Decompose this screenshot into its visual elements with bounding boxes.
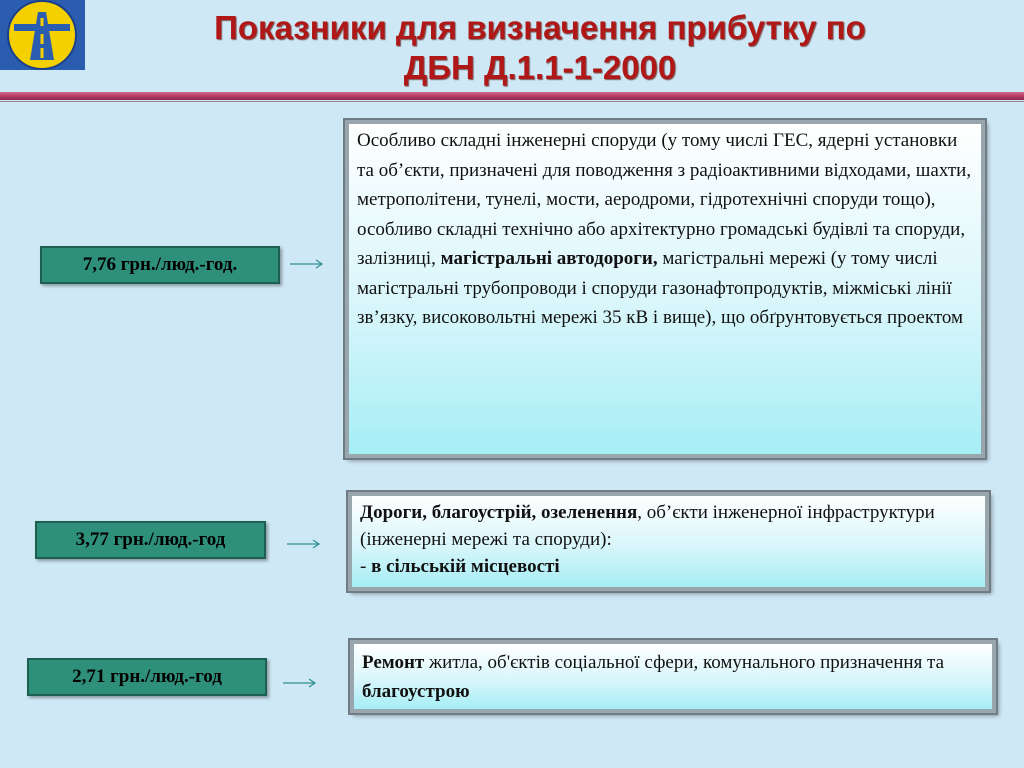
bold-text-fragment: Ремонт	[362, 652, 425, 673]
description-text-3	[354, 644, 992, 706]
text-fragment: -	[360, 556, 372, 577]
rate-badge-3: 2,71 грн./люд.-год	[27, 658, 267, 696]
rate-badge-1: 7,76 грн./люд.-год.	[40, 246, 280, 284]
text-fragment: , об’єкти інженерної інфраструктури (інженерні мережі та споруди):	[360, 502, 935, 550]
description-box-2	[348, 492, 989, 591]
arrow-right-icon	[290, 257, 324, 271]
text-fragment: Особливо складні інженерні споруди (у тому числі ГЕС, ядерні установки та об’єкти, призначені для поводження з радіоактивними відходами, шахти, метрополітени, тунелі, мости, аеродроми, гідротехнічні споруди тощо), особливо складні технічно або архітектурно громадські будівлі та споруди, залізниці,	[357, 130, 972, 269]
title-line-1: Показники для визначення прибутку по	[214, 9, 866, 46]
description-box-3	[350, 640, 996, 713]
description-text-2	[352, 496, 985, 580]
title-divider	[0, 92, 1024, 100]
bold-text-fragment: Дороги, благоустрій, озеленення	[360, 502, 638, 523]
rate-badge-2: 3,77 грн./люд.-год	[35, 521, 266, 559]
bold-text-fragment: магістральні автодороги,	[440, 248, 658, 269]
page-title	[100, 8, 980, 88]
arrow-right-icon	[283, 676, 317, 690]
arrow-right-icon	[287, 537, 321, 551]
bold-text-fragment: благоустрою	[362, 681, 470, 702]
description-text-1	[349, 124, 981, 333]
title-line-2: ДБН Д.1.1-1-2000	[403, 49, 677, 86]
description-box-1	[345, 120, 985, 458]
bold-text-fragment: в сільській місцевості	[371, 556, 560, 577]
text-fragment: магістральні мережі (у тому числі магістральні трубопроводи і споруди газонафтопродуктів, міжміські лінії зв’язку, високовольтні мережі 35 кВ і вище), що обґрунтовується проектом	[357, 248, 964, 328]
title-divider-line	[0, 101, 1024, 102]
text-fragment: житла, об'єктів соціальної сфери, комунального призначення та	[424, 652, 945, 673]
road-logo-icon	[0, 0, 85, 70]
